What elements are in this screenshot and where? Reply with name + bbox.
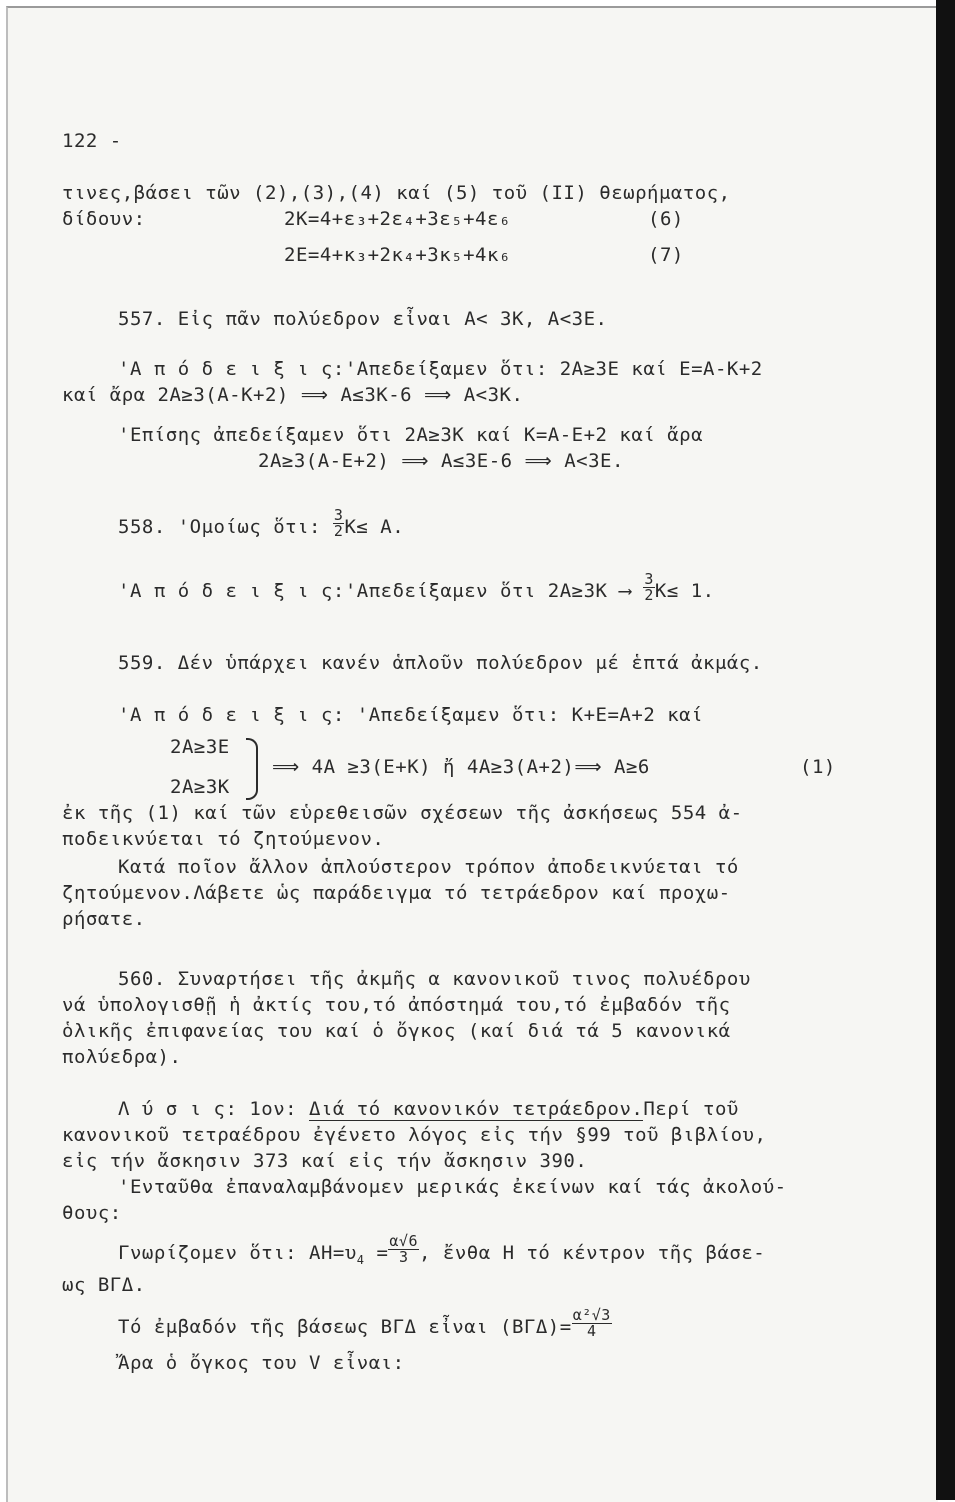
area-prefix: Τό ἐμβαδόν τῆς βάσεως ΒΓΔ εἶναι (ΒΓΔ)= — [118, 1316, 572, 1338]
fraction-denominator: 3 — [398, 1248, 409, 1266]
final-line: Ἄρα ὁ ὄγκος του V εἶναι: — [118, 1352, 405, 1374]
exercise-558-suffix: K≤ A. — [344, 516, 405, 538]
fraction-numerator: α²√3 — [572, 1306, 611, 1324]
exercise-558-prefix: 558. 'Ομοίως ὅτι: — [118, 516, 321, 538]
fraction-a2-sqrt3-over-4 — [572, 1308, 612, 1339]
exercise-558-proof-prefix: 'Α π ό δ ε ι ξ ι ς:'Απεδείξαμεν ὅτι 2A≥3K ⟶ — [118, 580, 632, 602]
exercise-557-proof-line-4: 2A≥3(A-E+2) ⟹ A≤3E-6 ⟹ A<3E. — [258, 450, 624, 472]
known-line-2: ως ΒΓΔ. — [62, 1274, 146, 1296]
right-brace — [246, 738, 258, 800]
system-bottom-inequality: 2A≥3K — [170, 776, 230, 798]
exercise-559-line-c: Κατά ποῖον ἄλλον ἁπλούστερον τρόπον ἀποδεικνύεται τό — [118, 856, 739, 878]
intro-line-2-label: δίδουν: — [62, 208, 146, 230]
document-page — [6, 6, 938, 1502]
fraction-denominator: 4 — [586, 1322, 597, 1340]
known-relation — [118, 1232, 766, 1269]
fraction-denominator: 2 — [644, 586, 654, 604]
scan-edge — [936, 0, 955, 1500]
known-suffix: , ἔνθα H τό κέντρον τῆς βάσε- — [419, 1242, 766, 1264]
area-relation — [118, 1306, 612, 1343]
exercise-559-line-b: ποδεικνύεται τό ζητούμενον. — [62, 828, 385, 850]
exercise-559-line-d: ζητούμενον.Λάβετε ὡς παράδειγμα τό τετράεδρον καί προχω- — [62, 882, 731, 904]
exercise-558-proof — [118, 570, 715, 607]
exercise-560-line-1: 560. Συναρτήσει τῆς ἀκμῆς α κανονικοῦ τινος πολυέδρου — [118, 968, 751, 990]
known-subscript: 4 — [356, 1253, 365, 1267]
fraction-3-2 — [333, 508, 345, 539]
equation-6-number: (6) — [648, 208, 684, 230]
equation-7-number: (7) — [648, 244, 684, 266]
solution-line-2: κανονικοῦ τετραέδρου ἐγένετο λόγος εἰς τήν §99 τοῦ βιβλίου, — [62, 1124, 767, 1146]
exercise-557-proof-line-1: 'Α π ό δ ε ι ξ ι ς:'Απεδείξαμεν ὅτι: 2A≥3E καί E=A-K+2 — [118, 358, 763, 380]
exercise-560-line-4: πολύεδρα). — [62, 1046, 182, 1068]
exercise-559-line-a: ἐκ τῆς (1) καί τῶν εὑρεθεισῶν σχέσεων τῆς ἀσκήσεως 554 ἀ- — [62, 802, 743, 824]
exercise-558-statement — [118, 506, 405, 543]
exercise-557-statement: 557. Εἰς πᾶν πολύεδρον εἶναι A< 3K, A<3E. — [118, 308, 608, 330]
exercise-559-statement: 559. Δέν ὑπάρχει κανέν ἁπλοῦν πολύεδρον μέ ἑπτά ἀκμάς. — [118, 652, 763, 674]
system-equation-number: (1) — [800, 756, 836, 778]
exercise-558-proof-suffix: K≤ 1. — [654, 580, 715, 602]
exercise-557-proof-line-3: 'Επίσης ἀπεδείξαμεν ὅτι 2A≥3K καί K=A-E+2 καί ἄρα — [118, 424, 704, 446]
solution-line-5: θους: — [62, 1202, 122, 1224]
system-result: ⟹ 4A ≥3(E+K) ἤ 4A≥3(A+2)⟹ A≥6 — [272, 756, 650, 778]
known-prefix: Γνωρίζομεν ὅτι: AH=υ — [118, 1242, 357, 1264]
solution-line-3: εἰς τήν ἄσκησιν 373 καί εἰς τήν ἄσκησιν 390. — [62, 1150, 588, 1172]
fraction-numerator: 3 — [644, 570, 654, 588]
page-number: 122 - — [62, 130, 122, 152]
known-equals: = — [364, 1242, 389, 1264]
fraction-numerator: 3 — [333, 506, 344, 524]
fraction-numerator: α√6 — [389, 1232, 418, 1250]
solution-prefix: Λ ύ σ ι ς: 1ον: — [118, 1098, 310, 1120]
exercise-559-line-e: ρήσατε. — [62, 908, 146, 930]
equation-7: 2E=4+κ₃+2κ₄+3κ₅+4κ₆ — [284, 244, 511, 266]
intro-line-1: τινες,βάσει τῶν (2),(3),(4) καί (5) τοῦ (II) θεωρήματος, — [62, 182, 731, 204]
exercise-560-line-2: νά ὑπολογισθῇ ἡ ἀκτίς του,τό ἀπόστημά του,τό ἐμβαδόν τῆς — [62, 994, 731, 1016]
exercise-557-proof-line-2: καί ἄρα 2A≥3(A-K+2) ⟹ A≤3K-6 ⟹ A<3K. — [62, 384, 524, 406]
fraction-a-sqrt6-over-3 — [388, 1234, 419, 1265]
exercise-560-line-3: ὁλικῆς ἐπιφανείας του καί ὁ ὄγκος (καί διά τά 5 κανονικά — [62, 1020, 731, 1042]
fraction-3-2-proof — [643, 572, 655, 603]
system-top-inequality: 2A≥3E — [170, 736, 230, 758]
solution-underlined-title: Διά τό κανονικόν τετράεδρον. — [309, 1098, 644, 1120]
solution-heading — [118, 1098, 739, 1120]
solution-line-4: 'Ενταῦθα ἐπαναλαμβάνομεν μερικάς ἐκείνων καί τάς ἀκολού- — [118, 1176, 787, 1198]
equation-6: 2K=4+ε₃+2ε₄+3ε₅+4ε₆ — [284, 208, 511, 230]
solution-rest: Περί τοῦ — [643, 1098, 739, 1120]
exercise-559-proof-line-1: 'Α π ό δ ε ι ξ ι ς: 'Απεδείξαμεν ὅτι: K+E=A+2 καί — [118, 704, 704, 726]
fraction-denominator: 2 — [333, 522, 344, 540]
